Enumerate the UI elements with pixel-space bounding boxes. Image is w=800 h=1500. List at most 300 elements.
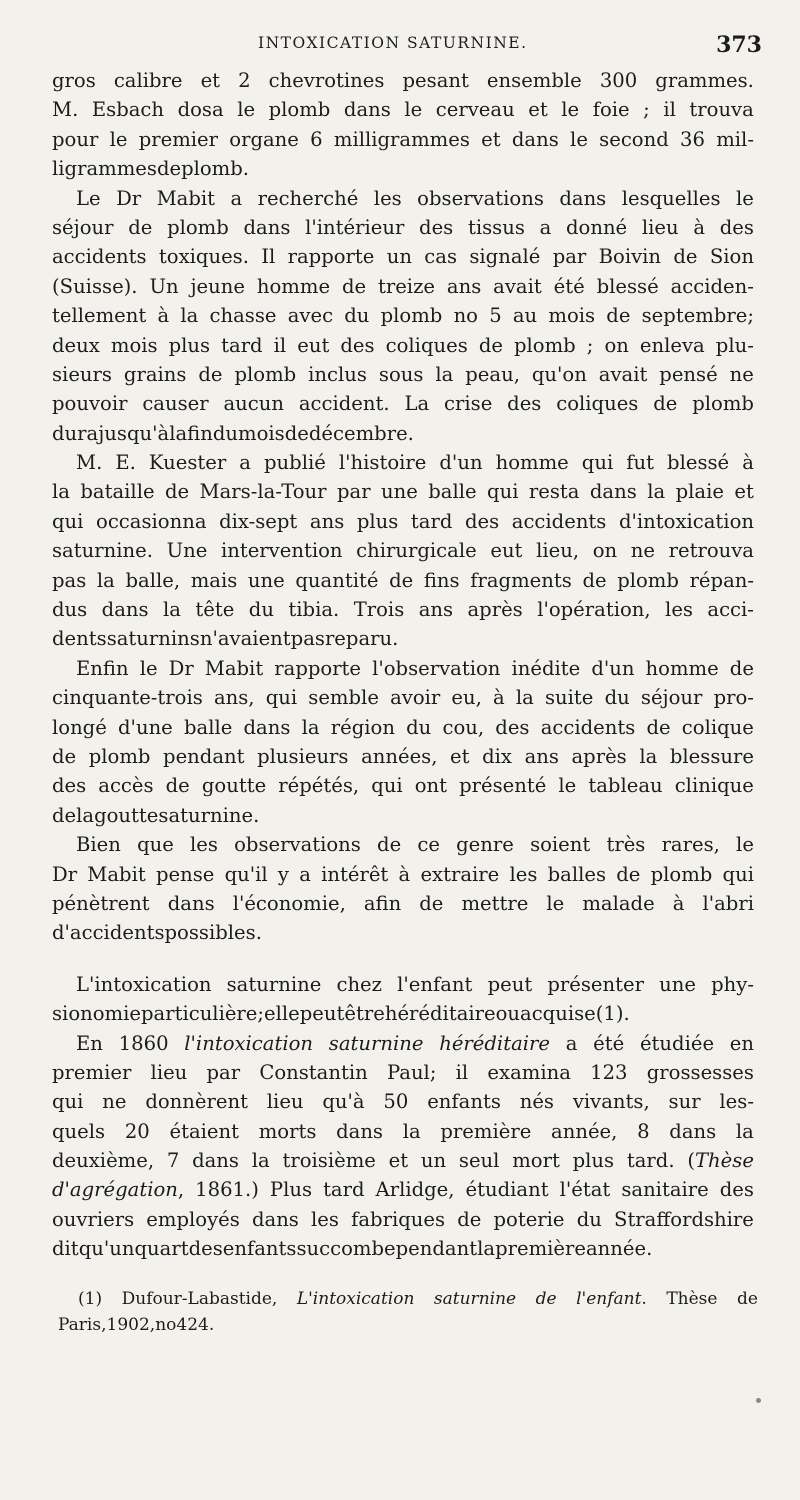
word: ensemble <box>486 69 582 92</box>
word: mois <box>238 421 285 445</box>
word: le <box>404 98 423 122</box>
word: no <box>453 304 478 328</box>
text-line <box>52 1087 754 1116</box>
word: intervention <box>220 539 343 563</box>
word: mettre <box>461 891 529 915</box>
paragraph <box>52 184 754 449</box>
word: accidents <box>540 715 636 739</box>
word: le <box>237 98 256 122</box>
word: (1) <box>78 1289 103 1309</box>
word: donné <box>565 215 628 239</box>
paragraph <box>52 66 754 184</box>
word: 123 <box>590 1060 628 1084</box>
word: recherché <box>257 186 359 210</box>
word: la <box>435 362 454 386</box>
text-line <box>52 272 754 301</box>
word: Dr <box>116 186 142 210</box>
word: être <box>344 1002 385 1026</box>
word: de <box>52 744 77 768</box>
text-line <box>52 860 754 889</box>
word: qui <box>52 1090 84 1114</box>
word: Thèse <box>666 1289 718 1309</box>
word: Bien <box>76 833 121 857</box>
text-line <box>52 125 754 154</box>
word: la <box>169 421 188 445</box>
word: Sion <box>709 245 754 269</box>
word: Arlidge, <box>375 1178 455 1202</box>
word: tissus <box>467 215 525 239</box>
word: de <box>616 862 641 886</box>
word: chasse <box>209 304 277 328</box>
word: de <box>284 421 309 445</box>
word: blessure <box>669 744 754 768</box>
text-line <box>52 654 754 683</box>
word: mais <box>190 568 238 592</box>
word: pense <box>155 862 215 886</box>
text-line <box>52 389 754 418</box>
word: lieu <box>266 1090 304 1114</box>
word: de <box>377 833 402 857</box>
word: sieurs <box>52 362 112 386</box>
word: dus <box>52 598 88 622</box>
word: intérêt <box>321 862 389 886</box>
word: du <box>406 715 432 739</box>
word: ans, <box>213 686 255 710</box>
word: l'enfant <box>397 972 473 996</box>
word: toxiques. <box>158 245 249 269</box>
word: Constantin <box>259 1060 368 1084</box>
word: dans <box>343 98 391 122</box>
word: fut <box>626 451 655 475</box>
word: la <box>180 304 199 328</box>
word: fragments <box>470 568 572 592</box>
word: l'histoire <box>338 451 427 475</box>
word: grossesses <box>646 1060 754 1084</box>
word: répan- <box>689 568 754 592</box>
word: les <box>311 1207 339 1231</box>
word: clinique <box>674 774 754 798</box>
word: un <box>420 1149 447 1173</box>
word: l'abri <box>702 891 754 915</box>
word: à <box>493 686 505 710</box>
word: l'intérieur <box>305 215 405 239</box>
word: d'un <box>591 656 635 680</box>
word: le <box>561 98 580 122</box>
text-line <box>52 360 754 389</box>
word: à <box>693 215 706 239</box>
text-line <box>52 1205 754 1234</box>
word: du <box>212 421 239 445</box>
word: cinquante-trois <box>52 686 203 710</box>
word: Il <box>261 245 276 269</box>
text-line <box>52 889 754 918</box>
word: E. <box>115 451 136 475</box>
word: (1). <box>595 1002 630 1026</box>
word: 20 <box>124 1119 150 1143</box>
word: elle <box>264 1002 300 1026</box>
word: Dr <box>168 656 194 680</box>
word: En <box>76 1031 103 1055</box>
text-line <box>52 1058 754 1087</box>
word: étudiée <box>639 1031 715 1055</box>
word: dans <box>243 715 291 739</box>
word: coliques <box>556 392 639 416</box>
word: no <box>155 1315 177 1335</box>
word: héréditaire <box>439 1031 550 1055</box>
word: d'une <box>118 715 173 739</box>
word: et <box>200 69 221 92</box>
text-line <box>52 624 754 653</box>
word: par <box>552 245 587 269</box>
word: peut <box>299 1002 345 1026</box>
word: fin <box>187 421 213 445</box>
word: causer <box>142 392 209 416</box>
word: y <box>277 862 289 886</box>
word: qui <box>722 862 754 886</box>
text-line <box>52 1234 754 1263</box>
word: saturnine. <box>52 539 153 563</box>
word: de <box>673 245 698 269</box>
word: Paul; <box>386 1060 437 1084</box>
word: après <box>571 744 627 768</box>
word: quantité <box>295 568 379 592</box>
word: a <box>299 862 311 886</box>
text-line <box>52 595 754 624</box>
word: d'accidents <box>52 921 165 945</box>
word: accès <box>98 774 154 798</box>
word: qu'on <box>531 362 587 386</box>
word: avec <box>287 304 334 328</box>
word: il <box>273 333 287 357</box>
word: colique <box>681 715 754 739</box>
word: 36 <box>680 127 705 151</box>
text-line <box>52 742 754 771</box>
word: donnèrent <box>145 1090 248 1114</box>
word: à <box>672 891 685 915</box>
word: pas <box>290 627 325 651</box>
word: le <box>109 127 128 151</box>
text-line <box>52 331 754 360</box>
word: occasionna <box>96 509 207 533</box>
word: 5 <box>489 304 502 328</box>
word: et <box>734 480 754 504</box>
word: morts <box>258 1119 317 1143</box>
text-line <box>52 154 754 183</box>
text-line <box>52 448 754 477</box>
word: le <box>558 774 577 798</box>
text-line <box>52 918 754 947</box>
word: Boivin <box>598 245 662 269</box>
word: de <box>729 656 754 680</box>
word: quels <box>52 1119 106 1143</box>
word: grains <box>123 362 187 386</box>
paragraph <box>52 654 754 830</box>
word: de <box>535 1289 557 1309</box>
text-line <box>52 713 754 742</box>
word: deuxième, <box>52 1149 155 1173</box>
word: en <box>729 1031 754 1055</box>
word: calibre <box>113 69 183 92</box>
word: saturnine <box>226 972 322 996</box>
word: pesant <box>402 69 469 92</box>
word: phy- <box>711 972 754 996</box>
word: première <box>495 1237 586 1261</box>
word: séjour <box>52 215 114 239</box>
word: qui <box>581 451 614 475</box>
word: à <box>398 862 411 886</box>
word: la <box>301 715 320 739</box>
word: enleva <box>639 333 705 357</box>
text-line <box>52 1175 754 1204</box>
word: des <box>507 392 542 416</box>
word: plomb <box>617 568 679 592</box>
word: mort <box>512 1149 560 1173</box>
word: qui <box>265 686 298 710</box>
word: ou <box>495 1002 521 1026</box>
word: afin <box>363 891 402 915</box>
word: le <box>736 833 754 857</box>
word: a <box>239 451 251 475</box>
word: dans <box>251 1207 299 1231</box>
word: pensé <box>659 362 718 386</box>
word: la <box>735 1119 754 1143</box>
word: des <box>419 215 454 239</box>
word: a <box>230 186 243 210</box>
word: dans <box>101 598 149 622</box>
word: trouva <box>689 98 754 122</box>
word: plomb <box>167 215 229 239</box>
word: second <box>599 127 669 151</box>
text-line <box>52 301 754 330</box>
word: crise <box>444 392 493 416</box>
word: à <box>742 451 754 475</box>
word: répétés, <box>278 774 360 798</box>
page-number: 373 <box>716 32 762 58</box>
word: ans <box>418 598 454 622</box>
word: homme <box>495 451 569 475</box>
word: bataille <box>80 480 155 504</box>
word: dosa <box>177 98 224 122</box>
text-line <box>52 566 754 595</box>
word: 2 <box>238 69 251 92</box>
word: (Suisse). <box>52 274 138 298</box>
section-gap <box>52 948 754 970</box>
word: homme <box>645 656 719 680</box>
word: de <box>646 715 671 739</box>
word: l'économie, <box>232 891 346 915</box>
word: peau, <box>465 362 520 386</box>
word: dans <box>559 186 607 210</box>
word: avoir <box>390 686 441 710</box>
word: la <box>76 803 95 827</box>
word: étudiant <box>465 1178 549 1202</box>
word: ne <box>102 1090 127 1114</box>
word: ans <box>524 744 559 768</box>
word: de <box>736 1289 758 1309</box>
word: lieu <box>641 215 679 239</box>
word: Paris, <box>58 1315 107 1335</box>
word: Le <box>76 186 101 210</box>
word: acci- <box>707 598 754 622</box>
word: qu'un <box>78 1237 135 1261</box>
word: La <box>404 392 430 416</box>
word: ans <box>446 274 482 298</box>
word: Une <box>166 539 208 563</box>
word: l'état <box>559 1178 611 1202</box>
word: été <box>553 274 585 298</box>
word: la <box>251 1149 270 1173</box>
word: enfants <box>427 1090 501 1114</box>
word: les <box>190 833 218 857</box>
word: la <box>402 1119 421 1143</box>
word: Mabit <box>204 656 264 680</box>
word: premier <box>138 127 219 151</box>
word: tard <box>221 333 263 357</box>
word: sanitaire <box>621 1178 709 1202</box>
word: 8 <box>637 1119 650 1143</box>
word: par <box>206 1060 241 1084</box>
word: du <box>604 686 630 710</box>
word: pouvoir <box>52 392 128 416</box>
word: lesquelles <box>621 186 721 210</box>
word: accident. <box>298 392 390 416</box>
word: longé <box>52 715 107 739</box>
word: ; <box>643 98 650 122</box>
word: particulière; <box>140 1002 265 1026</box>
word: plus <box>168 333 211 357</box>
word: eut <box>297 333 330 357</box>
word: M. <box>52 98 79 122</box>
word: vivants, <box>572 1090 650 1114</box>
word: poterie <box>493 1207 565 1231</box>
word: de <box>198 362 223 386</box>
word: Trois <box>353 598 405 622</box>
word: ce <box>417 833 440 857</box>
word: saturnine <box>328 1031 424 1055</box>
word: L'intoxication <box>76 972 212 996</box>
word: plusieurs <box>257 744 349 768</box>
word: étaient <box>169 1119 239 1143</box>
word: acciden- <box>670 274 754 298</box>
text-line <box>52 999 754 1028</box>
text-line <box>52 184 754 213</box>
word: sous <box>378 362 424 386</box>
word: les <box>373 186 402 210</box>
word: à <box>157 304 170 328</box>
word: quart <box>134 1237 189 1261</box>
word: accidents <box>52 245 147 269</box>
word: des <box>52 774 87 798</box>
word: mois <box>548 304 596 328</box>
word: qui <box>52 509 84 533</box>
word: tellement <box>52 304 147 328</box>
word: coliques <box>385 333 468 357</box>
word: dents <box>52 627 107 651</box>
word: a <box>565 1031 578 1055</box>
word: Dr <box>52 862 78 886</box>
text-line <box>52 970 754 999</box>
word: extraire <box>420 862 500 886</box>
word: pendant <box>395 1237 478 1261</box>
word: Mabit <box>156 186 216 210</box>
word: Mabit <box>87 862 146 886</box>
word: gros <box>52 69 96 92</box>
word: L'intoxication <box>296 1289 415 1309</box>
word: de <box>457 1207 482 1231</box>
word: fabriques <box>351 1207 446 1231</box>
word: de <box>606 304 631 328</box>
word: la <box>639 744 658 768</box>
text-line <box>58 1286 758 1312</box>
word: cou, <box>442 715 485 739</box>
word: très <box>606 833 646 857</box>
word: pénètrent <box>52 891 150 915</box>
word: dans <box>669 1119 717 1143</box>
word: blessé <box>667 451 730 475</box>
word: eut <box>490 539 523 563</box>
word: d'intoxication <box>618 509 754 533</box>
word: septembre; <box>641 304 754 328</box>
word: 7 <box>166 1149 180 1173</box>
word: et <box>388 1149 409 1173</box>
word: saturnins <box>106 627 200 651</box>
word: homme <box>256 274 331 298</box>
word: M. <box>76 451 103 475</box>
word: goutte <box>94 803 159 827</box>
word: des <box>719 215 754 239</box>
word: été <box>593 1031 625 1055</box>
word: 300 <box>599 69 638 92</box>
word: on <box>592 539 618 563</box>
word: mois <box>110 333 158 357</box>
word: de <box>419 891 444 915</box>
paragraph <box>52 448 754 654</box>
word: plomb <box>234 362 297 386</box>
text-line <box>52 242 754 271</box>
word: l'observation <box>372 656 501 680</box>
word: observations <box>417 186 544 210</box>
word: des <box>188 1237 223 1261</box>
word: dans <box>511 127 559 151</box>
word: chez <box>336 972 382 996</box>
word: saturnine. <box>158 803 260 827</box>
word: l'intoxication <box>184 1031 314 1055</box>
word: qu'il <box>224 862 268 886</box>
word: Plus <box>269 1178 313 1202</box>
word: dit <box>52 1237 79 1261</box>
word: soient <box>530 833 591 857</box>
word: chirurgicale <box>356 539 477 563</box>
word: il <box>455 1060 469 1084</box>
text-line <box>52 419 754 448</box>
word: organe <box>229 127 299 151</box>
word: pour <box>52 127 99 151</box>
word: plus <box>356 509 399 533</box>
word: tard <box>323 1178 365 1202</box>
word: tibia. <box>288 598 340 622</box>
word: plu- <box>715 333 754 357</box>
word: la <box>515 686 534 710</box>
word: Un <box>149 274 179 298</box>
word: par <box>336 480 371 504</box>
word: du <box>576 1207 602 1231</box>
text-line <box>52 801 754 830</box>
word: tête <box>195 598 235 622</box>
text-line <box>52 536 754 565</box>
word: une <box>380 480 418 504</box>
word: région <box>330 715 395 739</box>
word: la <box>96 568 115 592</box>
